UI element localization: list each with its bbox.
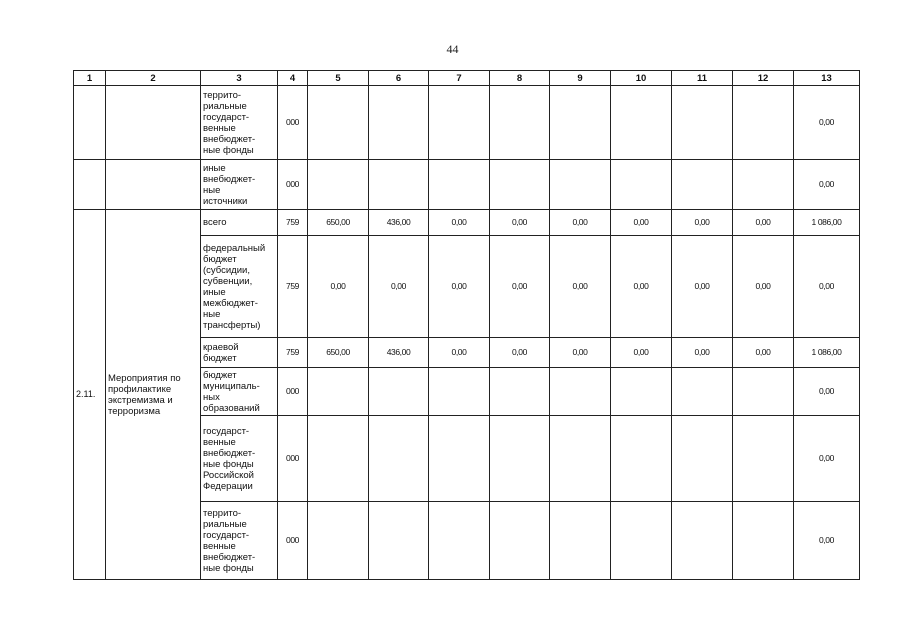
year-value xyxy=(611,502,672,580)
budget-code: 000 xyxy=(278,86,308,160)
funding-source: федеральный бюджет (субсидии, субвенции, иные межбюджет- ные трансферты) xyxy=(201,236,278,338)
year-value: 0,00 xyxy=(550,210,611,236)
total-value: 0,00 xyxy=(794,160,860,210)
funding-source: иные внебюджет- ные источники xyxy=(201,160,278,210)
year-value xyxy=(672,368,733,416)
year-value xyxy=(490,160,550,210)
column-header: 11 xyxy=(672,71,733,86)
year-value xyxy=(429,86,490,160)
total-value: 0,00 xyxy=(794,86,860,160)
budget-table xyxy=(73,70,860,580)
funding-source: террито- риальные государст- венные внебюджет- ные фонды xyxy=(201,86,278,160)
budget-code: 000 xyxy=(278,160,308,210)
total-value: 1 086,00 xyxy=(794,338,860,368)
year-value xyxy=(550,86,611,160)
cell-col2 xyxy=(106,86,201,160)
column-header: 3 xyxy=(201,71,278,86)
funding-source: государст- венные внебюджет- ные фонды Российской Федерации xyxy=(201,416,278,502)
year-value xyxy=(550,416,611,502)
year-value xyxy=(733,368,794,416)
year-value xyxy=(429,502,490,580)
year-value xyxy=(672,160,733,210)
year-value: 0,00 xyxy=(429,210,490,236)
total-value: 0,00 xyxy=(794,502,860,580)
year-value xyxy=(611,416,672,502)
year-value xyxy=(733,160,794,210)
year-value: 0,00 xyxy=(429,236,490,338)
year-value xyxy=(733,416,794,502)
year-value xyxy=(550,368,611,416)
year-value xyxy=(369,160,429,210)
column-header: 2 xyxy=(106,71,201,86)
year-value xyxy=(733,502,794,580)
year-value xyxy=(611,160,672,210)
year-value: 0,00 xyxy=(429,338,490,368)
year-value xyxy=(550,502,611,580)
page-number: 44 xyxy=(446,42,459,56)
funding-source: краевой бюджет xyxy=(201,338,278,368)
column-header: 7 xyxy=(429,71,490,86)
year-value xyxy=(490,502,550,580)
budget-code: 000 xyxy=(278,368,308,416)
cell-col1 xyxy=(74,86,106,160)
year-value xyxy=(429,368,490,416)
year-value xyxy=(369,416,429,502)
column-header: 10 xyxy=(611,71,672,86)
year-value xyxy=(672,86,733,160)
column-header: 4 xyxy=(278,71,308,86)
year-value xyxy=(308,368,369,416)
year-value xyxy=(672,502,733,580)
year-value: 650,00 xyxy=(308,210,369,236)
total-value: 0,00 xyxy=(794,416,860,502)
column-header: 5 xyxy=(308,71,369,86)
cell-col2 xyxy=(106,160,201,210)
column-header: 8 xyxy=(490,71,550,86)
total-value: 1 086,00 xyxy=(794,210,860,236)
funding-source: террито- риальные государст- венные внебюджет- ные фонды xyxy=(201,502,278,580)
year-value xyxy=(308,86,369,160)
year-value xyxy=(611,368,672,416)
funding-source: всего xyxy=(201,210,278,236)
cell-col1 xyxy=(74,160,106,210)
year-value: 0,00 xyxy=(611,236,672,338)
year-value xyxy=(429,160,490,210)
year-value xyxy=(672,416,733,502)
year-value xyxy=(490,416,550,502)
budget-code: 759 xyxy=(278,338,308,368)
year-value: 0,00 xyxy=(733,236,794,338)
year-value: 0,00 xyxy=(550,236,611,338)
year-value: 0,00 xyxy=(611,210,672,236)
year-value: 0,00 xyxy=(733,210,794,236)
table-row xyxy=(74,210,860,236)
year-value: 0,00 xyxy=(490,236,550,338)
header-row xyxy=(74,71,860,86)
year-value: 650,00 xyxy=(308,338,369,368)
measure-index: 2.11. xyxy=(74,210,106,580)
column-header: 1 xyxy=(74,71,106,86)
year-value xyxy=(369,502,429,580)
year-value: 0,00 xyxy=(733,338,794,368)
column-header: 6 xyxy=(369,71,429,86)
year-value xyxy=(369,368,429,416)
year-value: 0,00 xyxy=(550,338,611,368)
year-value xyxy=(308,416,369,502)
year-value: 0,00 xyxy=(672,338,733,368)
year-value xyxy=(611,86,672,160)
year-value: 0,00 xyxy=(369,236,429,338)
year-value xyxy=(490,368,550,416)
budget-code: 000 xyxy=(278,502,308,580)
budget-code: 759 xyxy=(278,236,308,338)
year-value: 0,00 xyxy=(490,338,550,368)
table-body xyxy=(74,86,860,580)
total-value: 0,00 xyxy=(794,368,860,416)
year-value xyxy=(369,86,429,160)
year-value xyxy=(733,86,794,160)
year-value xyxy=(308,502,369,580)
year-value: 0,00 xyxy=(490,210,550,236)
year-value: 0,00 xyxy=(611,338,672,368)
table-row xyxy=(74,86,860,160)
funding-source: бюджет муниципаль- ных образований xyxy=(201,368,278,416)
year-value: 436,00 xyxy=(369,210,429,236)
table-row xyxy=(74,160,860,210)
year-value: 0,00 xyxy=(308,236,369,338)
year-value xyxy=(308,160,369,210)
year-value xyxy=(429,416,490,502)
year-value xyxy=(490,86,550,160)
column-header: 9 xyxy=(550,71,611,86)
column-header: 12 xyxy=(733,71,794,86)
year-value xyxy=(550,160,611,210)
budget-code: 759 xyxy=(278,210,308,236)
year-value: 0,00 xyxy=(672,210,733,236)
total-value: 0,00 xyxy=(794,236,860,338)
measure-name: Мероприятия по профилактике экстремизма и терроризма xyxy=(106,210,201,580)
budget-code: 000 xyxy=(278,416,308,502)
column-header: 13 xyxy=(794,71,860,86)
year-value: 0,00 xyxy=(672,236,733,338)
year-value: 436,00 xyxy=(369,338,429,368)
